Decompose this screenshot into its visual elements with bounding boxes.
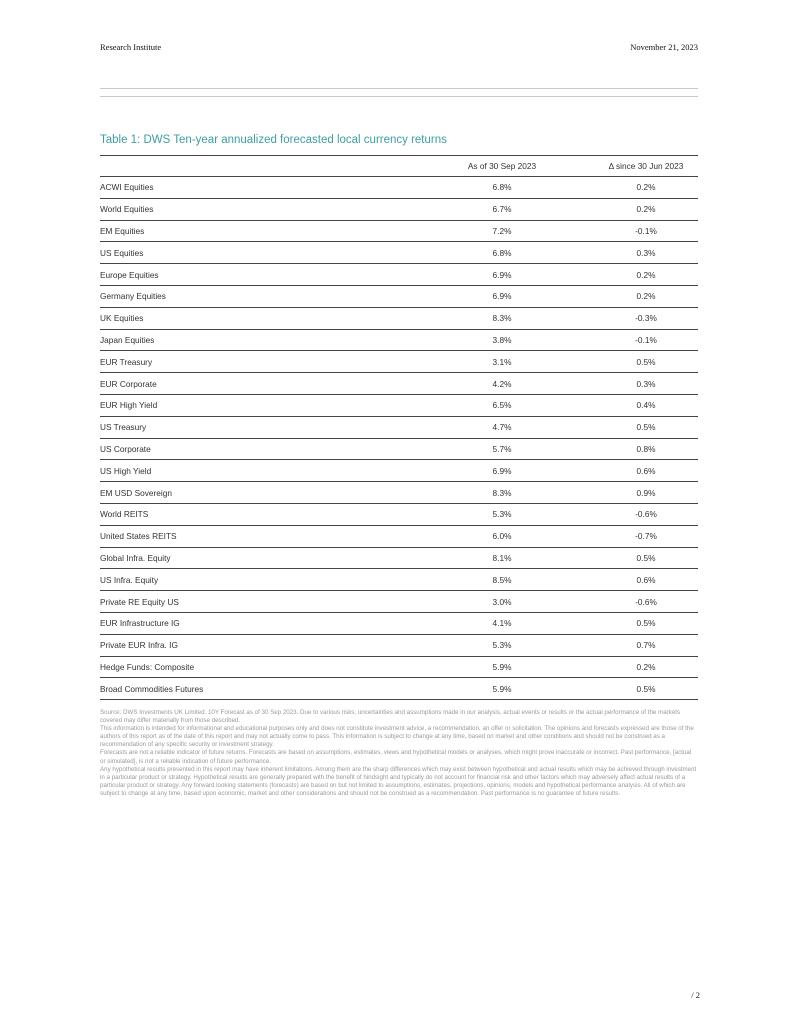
- row-change: 0.5%: [636, 683, 656, 694]
- row-change: -0.1%: [635, 225, 657, 236]
- row-name: EUR Infrastructure IG: [100, 618, 180, 629]
- row-forecast: 5.3%: [492, 640, 512, 651]
- row-forecast: 6.0%: [492, 531, 512, 542]
- row-name: US High Yield: [100, 465, 152, 476]
- row-change: 0.2%: [636, 291, 656, 302]
- header-publisher: Research Institute: [100, 42, 162, 52]
- footnote-forecast-note: Forecasts are not a reliable indicator of future returns. Forecasts are based on assumptions, estimates, views and hypothetical models or analyses, which might prove inaccurate or incorrect. Past performance, [actual or simulated], is not a reliable indication of future performance.: [100, 749, 692, 765]
- row-change: 0.5%: [636, 618, 656, 629]
- table-row: [100, 177, 698, 199]
- row-forecast: 8.1%: [492, 552, 512, 563]
- returns-table: [100, 155, 698, 700]
- row-forecast: 7.2%: [492, 225, 512, 236]
- table-row: [100, 330, 698, 352]
- row-change: 0.3%: [636, 378, 656, 389]
- table-row: [100, 417, 698, 439]
- row-forecast: 6.9%: [492, 465, 512, 476]
- table-row: [100, 482, 698, 504]
- row-name: Private EUR Infra. IG: [100, 640, 178, 651]
- table-body: [100, 177, 698, 700]
- table-row: [100, 504, 698, 526]
- row-name: Hedge Funds: Composite: [100, 661, 195, 672]
- row-forecast: 3.8%: [492, 334, 512, 345]
- row-forecast: 4.2%: [492, 378, 512, 389]
- row-forecast: 5.9%: [492, 683, 512, 694]
- row-change: 0.9%: [636, 487, 656, 498]
- row-change: -0.6%: [635, 596, 657, 607]
- row-forecast: 4.1%: [492, 618, 512, 629]
- table-row: [100, 526, 698, 548]
- row-forecast: 6.8%: [492, 182, 512, 193]
- header-divider-top: [100, 88, 698, 89]
- footnote-source: Source: DWS Investments UK Limited. 10Y Forecast as of 30 Sep 2023. Due to various risks, uncertainties and assumptions made in our analysis, actual events or results or the actual performance of the markets covered may differ materially from those described.: [100, 709, 681, 725]
- row-name: EM Equities: [100, 225, 145, 236]
- row-name: Private RE Equity US: [100, 596, 179, 607]
- row-forecast: 8.3%: [492, 313, 512, 324]
- table-row: [100, 460, 698, 482]
- row-name: Global Infra. Equity: [100, 552, 171, 563]
- row-forecast: 8.5%: [492, 574, 512, 585]
- page-number: / 2: [691, 990, 700, 1000]
- page-header: [100, 42, 698, 56]
- footnote: [100, 709, 698, 798]
- table-row: [100, 657, 698, 679]
- row-name: Germany Equities: [100, 291, 166, 302]
- row-name: EUR Treasury: [100, 356, 153, 367]
- table-row: [100, 395, 698, 417]
- table-row: [100, 351, 698, 373]
- table-row: [100, 569, 698, 591]
- row-change: 0.2%: [636, 661, 656, 672]
- column-header-delta: Δ since 30 Jun 2023: [608, 161, 684, 171]
- row-change: 0.6%: [636, 574, 656, 585]
- row-change: 0.5%: [636, 422, 656, 433]
- row-change: 0.6%: [636, 465, 656, 476]
- table-row: [100, 591, 698, 613]
- table-row: [100, 286, 698, 308]
- row-forecast: 4.7%: [492, 422, 512, 433]
- row-change: 0.3%: [636, 247, 656, 258]
- table-row: [100, 635, 698, 657]
- row-change: -0.3%: [635, 313, 657, 324]
- row-name: World Equities: [100, 204, 154, 215]
- row-forecast: 8.3%: [492, 487, 512, 498]
- table-row: [100, 613, 698, 635]
- column-header-as-of: As of 30 Sep 2023: [467, 161, 537, 171]
- row-forecast: 3.1%: [492, 356, 512, 367]
- row-name: US Equities: [100, 247, 144, 258]
- row-change: -0.1%: [635, 334, 657, 345]
- row-change: 0.2%: [636, 182, 656, 193]
- row-change: 0.5%: [636, 552, 656, 563]
- row-forecast: 5.3%: [492, 509, 512, 520]
- row-forecast: 6.8%: [492, 247, 512, 258]
- row-name: World REITS: [100, 509, 149, 520]
- row-name: United States REITS: [100, 531, 177, 542]
- row-change: -0.7%: [635, 531, 657, 542]
- header-date: November 21, 2023: [630, 42, 698, 52]
- row-name: Europe Equities: [100, 269, 159, 280]
- row-forecast: 5.9%: [492, 661, 512, 672]
- footnote-disclaimer: This information is intended for informational and educational purposes only and does not constitute investment advice, a recommendation, an offer or solicitation. The opinions and forecasts expressed are those of the authors of this report as of the date of this report and may not actually come to pass. This information is subject to change at any time, based on market and other conditions and should not be construed as a recommendation of any specific security or investment strategy.: [100, 725, 694, 749]
- row-name: EM USD Sovereign: [100, 487, 172, 498]
- row-name: EUR High Yield: [100, 400, 158, 411]
- table-header-row: [100, 155, 698, 177]
- row-name: US Corporate: [100, 443, 151, 454]
- column-header-name: [100, 156, 390, 176]
- row-forecast: 3.0%: [492, 596, 512, 607]
- row-forecast: 6.7%: [492, 204, 512, 215]
- row-name: Broad Commodities Futures: [100, 683, 204, 694]
- row-change: 0.4%: [636, 400, 656, 411]
- row-name: EUR Corporate: [100, 378, 157, 389]
- table-row: [100, 678, 698, 700]
- header-divider-bottom: [100, 96, 698, 97]
- row-name: US Treasury: [100, 422, 147, 433]
- footnote-hypothetical-note: Any hypothetical results presented in this report may have inherent limitations. Among them are the sharp differences which may exist between hypothetical and actual results which may be achieved through investment in a particular product or strategy. Hypothetical results are generally prepared with the benefit of hindsight and typically do not account for financial risk and other factors which may adversely affect actual results of a particular product or strategy. Any forward looking statements (forecasts) are based on but not limited to assumptions, estimates, projections, opinions, models and hypothetical performance analysis. All of which are subject to change at any time, based upon economic, market and other considerations and should not be construed as a recommendation. Past performance is no guarantee of future results.: [100, 765, 697, 797]
- row-forecast: 6.5%: [492, 400, 512, 411]
- row-change: 0.2%: [636, 269, 656, 280]
- table-row: [100, 308, 698, 330]
- table-row: [100, 548, 698, 570]
- row-name: Japan Equities: [100, 334, 155, 345]
- table-title: Table 1: DWS Ten-year annualized forecasted local currency returns: [100, 134, 447, 146]
- table-row: [100, 373, 698, 395]
- row-change: 0.5%: [636, 356, 656, 367]
- table-row: [100, 439, 698, 461]
- row-name: UK Equities: [100, 313, 144, 324]
- row-forecast: 6.9%: [492, 269, 512, 280]
- row-change: 0.7%: [636, 640, 656, 651]
- table-row: [100, 221, 698, 243]
- row-change: 0.8%: [636, 443, 656, 454]
- row-name: ACWI Equities: [100, 182, 154, 193]
- row-forecast: 5.7%: [492, 443, 512, 454]
- row-change: 0.2%: [636, 204, 656, 215]
- row-name: US Infra. Equity: [100, 574, 159, 585]
- table-row: [100, 199, 698, 221]
- table-row: [100, 264, 698, 286]
- row-forecast: 6.9%: [492, 291, 512, 302]
- table-row: [100, 242, 698, 264]
- row-change: -0.6%: [635, 509, 657, 520]
